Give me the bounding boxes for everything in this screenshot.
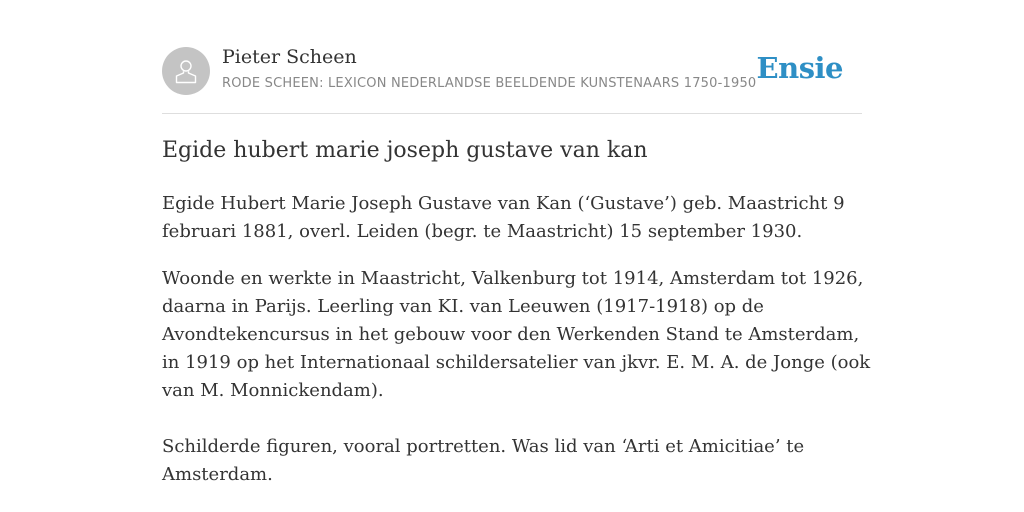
user-icon xyxy=(174,58,198,84)
brand-logo[interactable]: Ensie xyxy=(756,51,843,85)
article-paragraph: Woonde en werkte in Maastricht, Valkenburg tot 1914, Amsterdam tot 1926, daarna in Parijs. Leerling van KI. van Leeuwen (1917-1918) op de Avondtekencursus in het gebouw voor den Werkenden Stand te Amsterdam, in 1919 op het Internationaal schildersatelier van jkvr. E. M. A. de Jonge (ook van M. Monnickendam). xyxy=(162,268,871,401)
source-title[interactable]: RODE SCHEEN: LEXICON NEDERLANDSE BEELDENDE KUNSTENAARS 1750-1950 xyxy=(222,76,757,91)
avatar[interactable] xyxy=(162,47,210,95)
article-title: Egide hubert marie joseph gustave van kan xyxy=(162,138,648,163)
article-paragraph: Egide Hubert Marie Joseph Gustave van Kan (‘Gustave’) geb. Maastricht 9 februari 1881, overl. Leiden (begr. te Maastricht) 15 september 1930. xyxy=(162,193,845,242)
article-paragraph: Schilderde figuren, vooral portretten. Was lid van ‘Arti et Amicitiae’ te Amsterdam. xyxy=(162,436,805,485)
article-container xyxy=(162,0,871,485)
header xyxy=(162,0,862,114)
author-name[interactable]: Pieter Scheen xyxy=(222,46,357,68)
